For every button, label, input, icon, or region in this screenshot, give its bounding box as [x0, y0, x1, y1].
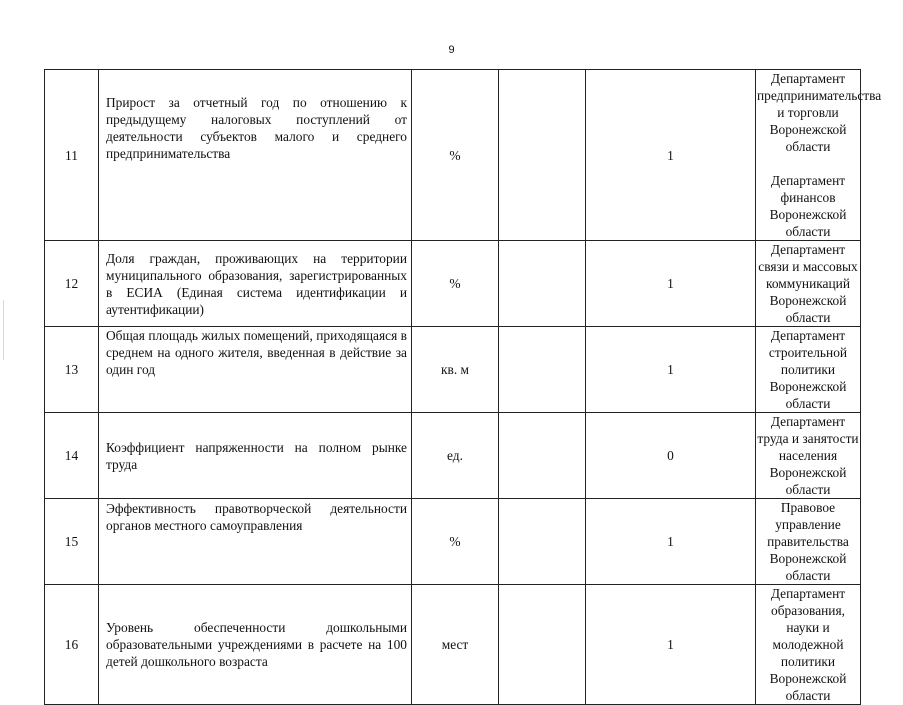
department-cell [756, 70, 882, 241]
indicator-name: Эффективность правотворческой деятельности органов местного самоуправления [99, 499, 412, 585]
value-cell: 1 [586, 70, 756, 241]
unit-cell: % [412, 241, 499, 327]
empty-cell [499, 585, 586, 705]
unit-cell: ед. [412, 413, 499, 499]
department-cell [756, 499, 861, 585]
table-row [45, 327, 861, 413]
empty-cell [499, 241, 586, 327]
department-name: Правовое управление правительства Воронежской области [767, 500, 849, 583]
department-name: Департамент связи и массовых коммуникаций Воронежской области [758, 242, 858, 325]
table-row [45, 499, 861, 585]
empty-cell [499, 327, 586, 413]
table-row [45, 241, 861, 327]
department-name: Департамент финансов Воронежской области [769, 173, 847, 239]
department-name: Департамент труда и занятости населения Воронежской области [757, 414, 859, 497]
unit-cell: % [412, 70, 499, 241]
row-number: 14 [45, 413, 99, 499]
row-number: 13 [45, 327, 99, 413]
table-row [45, 585, 861, 705]
indicator-name: Уровень обеспеченности дошкольными образовательными учреждениями в расчете на 100 детей дошкольного возраста [99, 585, 412, 705]
indicator-name: Доля граждан, проживающих на территории муниципального образования, зарегистрированных в ЕСИА (Единая система идентификации и аутентификации) [99, 241, 412, 327]
department-name: Департамент образования, науки и молодежной политики Воронежской области [769, 586, 847, 703]
department-cell [756, 327, 861, 413]
row-number: 15 [45, 499, 99, 585]
department-name: Департамент строительной политики Воронежской области [768, 328, 848, 411]
department-cell [756, 413, 861, 499]
value-cell: 1 [586, 499, 756, 585]
value-cell: 0 [586, 413, 756, 499]
table-row [45, 70, 861, 241]
page-number: 9 [448, 44, 455, 56]
row-number: 11 [45, 70, 99, 241]
scan-artifact [3, 300, 4, 360]
indicators-table [44, 69, 882, 705]
indicator-name: Прирост за отчетный год по отношению к предыдущему налоговых поступлений от деятельности субъектов малого и среднего предпринимательства [99, 70, 412, 241]
department-cell [756, 585, 861, 705]
empty-cell [499, 499, 586, 585]
value-cell: 1 [586, 327, 756, 413]
indicator-name: Общая площадь жилых помещений, приходящаяся в среднем на одного жителя, введенная в действие за один год [99, 327, 412, 413]
unit-cell: мест [412, 585, 499, 705]
indicator-name: Коэффициент напряженности на полном рынке труда [99, 413, 412, 499]
unit-cell: % [412, 499, 499, 585]
empty-cell [499, 70, 586, 241]
row-number: 16 [45, 585, 99, 705]
value-cell: 1 [586, 241, 756, 327]
unit-cell: кв. м [412, 327, 499, 413]
department-name: Департамент предпринимательства и торговли Воронежской области [757, 71, 882, 154]
empty-cell [499, 413, 586, 499]
row-number: 12 [45, 241, 99, 327]
value-cell: 1 [586, 585, 756, 705]
department-cell [756, 241, 861, 327]
table-row [45, 413, 861, 499]
